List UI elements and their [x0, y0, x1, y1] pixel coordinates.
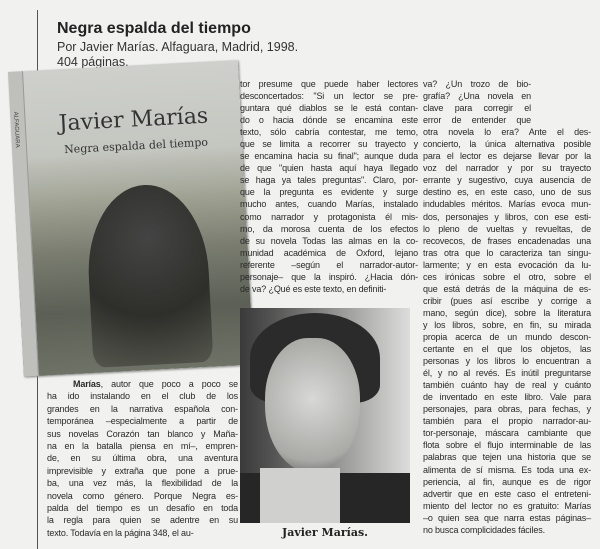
text-line: no busca complicidades fáciles. — [423, 524, 545, 535]
author-photo — [240, 308, 410, 523]
text-line: larmente; y en esta evocación da lu- — [423, 259, 591, 270]
text-line: propia acerca de un mundo descon- — [423, 331, 591, 342]
text-line: como narrador y protagonista él mis- — [240, 211, 418, 222]
photo-face — [265, 338, 360, 473]
text-line: también para el propio narrador-au- — [423, 416, 591, 427]
text-line: que está detrás de la máquina de es- — [423, 283, 591, 294]
text-line: alimenta de sí misma. Es toda una ex- — [423, 464, 591, 475]
text-line: que se limita a recorrer su trayecto y — [240, 139, 418, 150]
cover-author: Javier Marías — [58, 103, 209, 137]
text-line: va? ¿Un trozo de bio- — [423, 79, 531, 89]
text-line: tras otra que lo caracteriza tan singu- — [423, 247, 591, 258]
text-line: referente –según el narrador-autor- — [240, 259, 418, 270]
text-line: tor-personaje, máscara cambiante que — [423, 428, 591, 439]
text-line: guntara qué diablos se le está contan- — [240, 103, 418, 114]
review-title: Negra espalda del tiempo — [57, 20, 251, 37]
text-line: sus novelas Corazón tan blanco y Maña- — [47, 428, 238, 439]
text-line: miento del lector no es gratuito: Marías — [423, 500, 591, 511]
text-line: ces irónicas sobre el otro, sobre el — [423, 271, 591, 282]
photo-shirt — [260, 468, 340, 523]
text-line: grafía? ¿Una novela en — [423, 91, 531, 102]
text-line: indudables méritos. Marías evoca mun- — [423, 199, 591, 210]
text-line: personas y los libros lo encuentran a — [423, 356, 591, 367]
text-line: Marías, autor que poco a poco se — [73, 379, 238, 389]
cover-publisher: ALFAGUARA — [12, 111, 20, 148]
review-byline: Por Javier Marías. Alfaguara, Madrid, 1998. 404 páginas. — [57, 40, 299, 69]
text-line: texto. Todavía en la página 348, el au- — [47, 527, 194, 538]
cover-figure-illustration — [84, 182, 213, 368]
text-line: también cuánto hay de real y cuánto — [423, 380, 591, 391]
text-line: tor presume que puede haber lectores — [240, 79, 418, 89]
text-line: de que "quien hasta aquí haya llegado — [240, 163, 418, 174]
text-line: certante en el que los objetos, las — [423, 344, 591, 355]
text-line: texto, sólo cabría contestar, me temo, — [240, 127, 418, 138]
text-line: palda del tiempo es un desafío en toda — [47, 502, 238, 513]
text-line: palabras que tejen una historia que se — [423, 452, 591, 463]
text-line: –o quien sea que narra estas páginas– — [423, 512, 591, 523]
text-line: voz del narrador y por su trayecto — [423, 163, 591, 174]
text-column-3 — [423, 78, 591, 536]
text-line: mucho antes, cuando Marías, instalado — [240, 199, 418, 210]
text-line: de su novela Todas las almas en la co- — [240, 235, 418, 246]
text-line: y los libros, sobre, en fin, su mirada — [423, 319, 591, 330]
text-line: error de entender que — [423, 115, 531, 126]
text-line: periencia, al fin, aunque es de rigor — [423, 476, 591, 487]
book-cover-image — [8, 60, 254, 377]
text-line: desconcertados: "Si un lector se pre- — [240, 91, 418, 102]
text-line: novela como género. Porque Negra es- — [47, 490, 238, 501]
text-line: grandes en la narrativa española con- — [47, 403, 238, 414]
text-line: mo, da morosa cuenta de los efectos — [240, 223, 418, 234]
text-column-2 — [240, 78, 418, 295]
text-line: se haga ya tales preguntas". Claro, por- — [240, 175, 418, 186]
text-line: él, y no al revés. Es inútil preguntarse — [423, 368, 591, 379]
text-line: para el lector es dejarse llevar por la — [423, 151, 591, 162]
text-line: destino es, en este caso, uno de sus — [423, 187, 591, 198]
text-line: errante y sugestivo, cuya ausencia de — [423, 175, 591, 186]
text-line: ba, una vez más, la flexibilidad de la — [47, 478, 238, 489]
text-line: temporánea –especialmente a partir de — [47, 416, 238, 427]
text-line: concierto, la única alternativa posible — [423, 139, 591, 150]
text-column-1 — [47, 378, 238, 539]
text-line: personajes, para obras, para fechas, y — [423, 404, 591, 415]
text-line: do o hacia dónde se encamina este — [240, 115, 418, 126]
text-line: lo pleno de vueltas y revueltas, de — [423, 223, 591, 234]
text-line: se encamina hacia su final"; aunque duda — [240, 151, 418, 162]
cover-title: Negra espalda del tiempo — [63, 135, 209, 157]
text-line: flota sobre el flujo interminable de las — [423, 440, 591, 451]
photo-caption: Javier Marías. — [282, 526, 368, 539]
text-line: imprevisible y extraña que pone a prue- — [47, 465, 238, 476]
text-line: de, en su última obra, una aventura — [47, 453, 238, 464]
text-line: munidad académica de Oxford, lejano — [240, 247, 418, 258]
text-line: la regla para quien se adentre en su — [47, 515, 238, 526]
text-line: na en la batalla piensa en mí–, empren- — [47, 440, 238, 451]
text-line: clave para corregir el — [423, 103, 531, 114]
text-line: mano, según dice), sobre la literatura — [423, 307, 591, 318]
text-line: de inventado en este libro. Vale para — [423, 392, 591, 403]
text-line: dos, personajes y libros, con ese esti- — [423, 211, 591, 222]
text-line: que la pregunta es evidente y surge — [240, 187, 418, 198]
text-line: personaje– que la inspiró. ¿Hacia dón- — [240, 271, 418, 282]
text-line: otra novela lo era? Ante el des- — [423, 127, 591, 138]
text-line: recovecos, de frases encadenadas una — [423, 235, 591, 246]
text-line: advertir que en este caso el entreteni- — [423, 488, 591, 499]
text-line: cribir (pues así escribe y corrige a — [423, 295, 591, 306]
text-line: de va? ¿Qué es este texto, en definiti- — [240, 283, 387, 294]
text-line: ha ido instalando en el club de los — [47, 391, 238, 402]
